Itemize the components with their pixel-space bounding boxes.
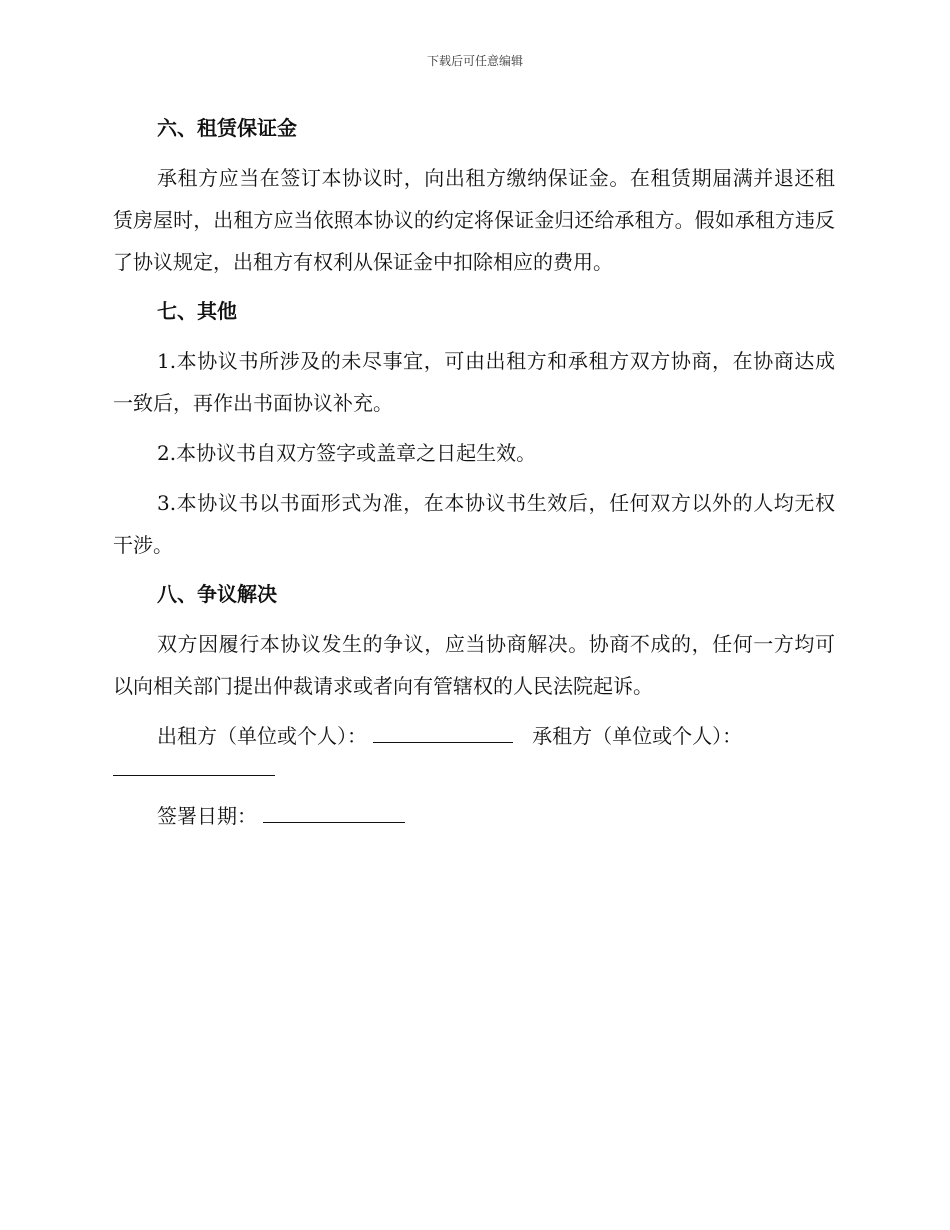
section-7-item-3: 3.本协议书以书面形式为准，在本协议书生效后，任何双方以外的人均无权干涉。 bbox=[113, 491, 835, 557]
signature-date-row bbox=[113, 795, 835, 837]
section-8-title: 八、争议解决 bbox=[157, 582, 277, 606]
section-6-title: 六、租赁保证金 bbox=[157, 116, 297, 140]
lessee-signature-row bbox=[113, 757, 835, 777]
section-7-title: 七、其他 bbox=[157, 299, 237, 323]
lessor-signature-blank bbox=[373, 724, 513, 743]
section-7-item-2: 2.本协议书自双方签字或盖章之日起生效。 bbox=[157, 441, 537, 465]
section-7-item-1: 1.本协议书所涉及的未尽事宜，可由出租方和承租方双方协商，在协商达成一致后，再作出书面协议补充。 bbox=[113, 349, 835, 415]
document-body bbox=[113, 108, 835, 837]
signature-parties-row bbox=[113, 715, 835, 757]
section-6-paragraph: 承租方应当在签订本协议时，向出租方缴纳保证金。在租赁期届满并退还租赁房屋时，出租方应当依照本协议的约定将保证金归还给承租方。假如承租方违反了协议规定，出租方有权利从保证金中扣除相应的费用。 bbox=[113, 166, 835, 274]
lessee-label: 承租方（单位或个人）： bbox=[532, 724, 743, 748]
lessee-signature-blank bbox=[113, 757, 275, 776]
date-label: 签署日期： bbox=[157, 804, 257, 828]
section-8-paragraph: 双方因履行本协议发生的争议，应当协商解决。协商不成的，任何一方均可以向相关部门提出仲裁请求或者向有管辖权的人民法院起诉。 bbox=[113, 632, 835, 698]
lessor-label: 出租方（单位或个人）： bbox=[157, 724, 367, 748]
date-blank bbox=[263, 804, 405, 823]
page-header: 下载后可任意编辑 bbox=[426, 54, 523, 68]
